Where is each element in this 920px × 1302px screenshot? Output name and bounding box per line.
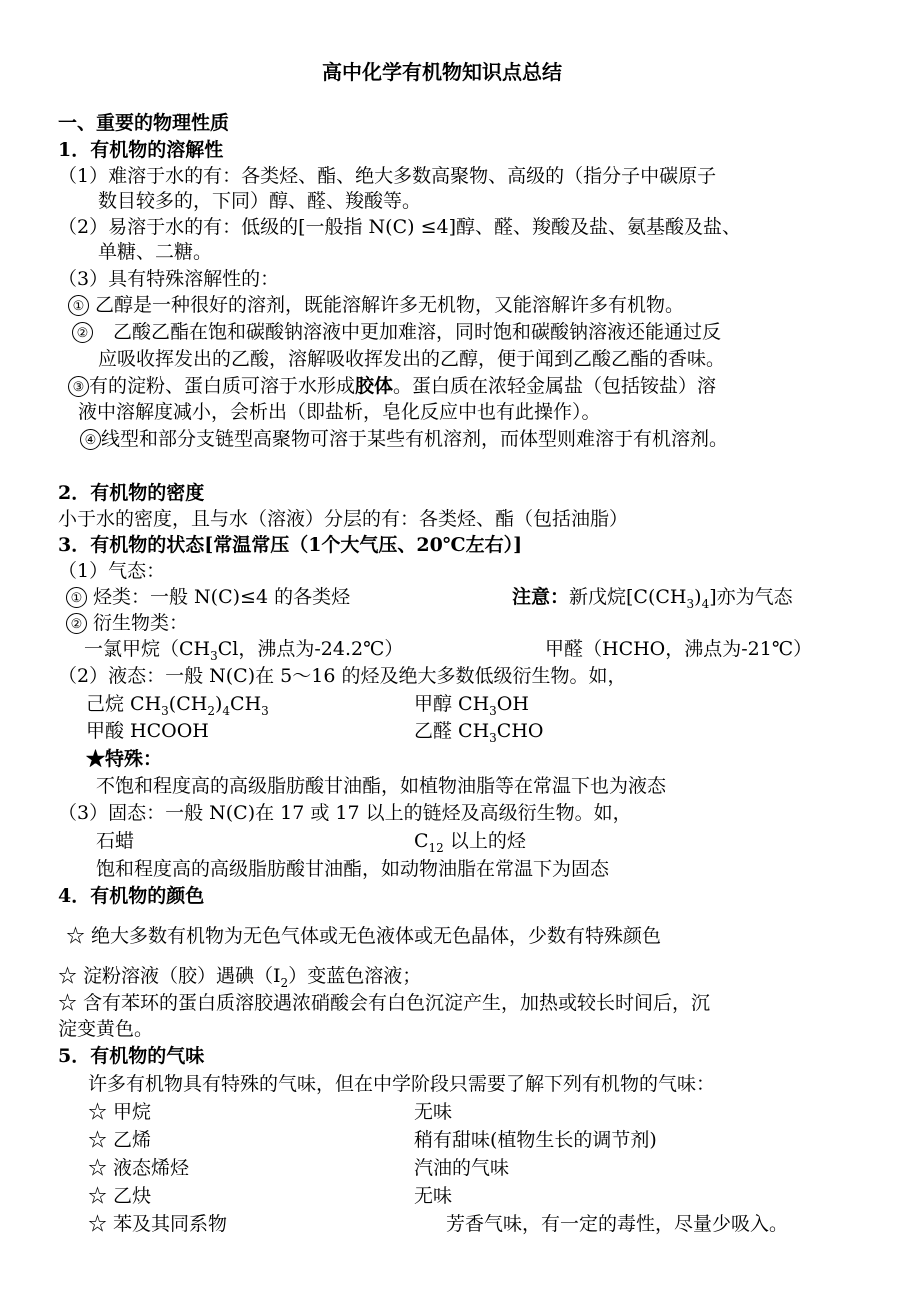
circled-number: ① bbox=[66, 587, 87, 608]
list-text: 衍生物类： bbox=[93, 612, 189, 634]
smell-row-name: ☆ 乙烯 bbox=[88, 1129, 152, 1151]
special-solubility-3-line-1 bbox=[68, 373, 716, 399]
note-text: 新戊烷[C(CH bbox=[569, 586, 687, 608]
color-item-2: ☆ 淀粉溶液（胶）遇碘$(I_2)$变蓝色溶液； bbox=[58, 965, 422, 990]
subheading-density: 2．有机物的密度 bbox=[58, 482, 205, 504]
special-solubility-2-line-2: 应吸收挥发出的乙酸，溶解吸收挥发出的乙醇，便于闻到乙酸乙酯的香味。 bbox=[98, 348, 726, 370]
smell-row-name: ☆ 乙炔 bbox=[88, 1185, 152, 1207]
paraffin: 石蜡 bbox=[96, 830, 135, 852]
state-gas-hydrocarbons bbox=[66, 584, 350, 610]
solubility-item-1-line-1: （1）难溶于水的有：各类烃、酯、绝大多数高聚物、高级的（指分子中碳原子 bbox=[58, 165, 717, 187]
state-gas-derivatives bbox=[66, 610, 188, 636]
methanol: 甲醇 $CH_3OH$ bbox=[414, 693, 529, 718]
density-text: 小于水的密度，且与水（溶液）分层的有：各类烃、酯（包括油脂） bbox=[58, 508, 629, 530]
subheading-state: 3．有机物的状态[常温常压（1个大气压、20℃左右）] bbox=[58, 534, 523, 556]
page-title: 高中化学有机物知识点总结 bbox=[322, 60, 562, 84]
color-item-3-line-2: 淀变黄色。 bbox=[58, 1018, 154, 1040]
smell-row-name: ☆ 甲烷 bbox=[88, 1101, 152, 1123]
circled-number: ② bbox=[66, 613, 87, 634]
special-solubility-4 bbox=[80, 426, 728, 452]
list-text: 烃类：一般 N(C)≤4 的各类烃 bbox=[93, 586, 351, 608]
special-solubility-2-line-1 bbox=[72, 319, 721, 345]
solubility-item-2-line-2: 单糖、二糖。 bbox=[98, 241, 213, 263]
state-solid-label: （3）固态：一般 N(C)在 17 或 17 以上的链烃及高级衍生物。如， bbox=[58, 802, 632, 824]
list-text: 乙醇是一种很好的溶剂，既能溶解许多无机物，又能溶解许多有机物。 bbox=[95, 294, 685, 316]
list-text: 有的淀粉、蛋白质可溶于水形成 bbox=[89, 375, 356, 397]
acetaldehyde: 乙醛 $CH_3CHO$ bbox=[414, 720, 544, 745]
circled-number: ③ bbox=[68, 376, 89, 397]
list-text: 乙酸乙酯在饱和碳酸钠溶液中更加难溶，同时饱和碳酸钠溶液还能通过反 bbox=[113, 321, 722, 343]
colloid-term: 胶体 bbox=[355, 375, 394, 397]
smell-row-value: 无味 bbox=[414, 1185, 453, 1207]
color-item-1: ☆ 绝大多数有机物为无色气体或无色液体或无色晶体，少数有特殊颜色 bbox=[66, 925, 662, 947]
solubility-item-3: （3）具有特殊溶解性的： bbox=[58, 268, 280, 290]
special-text: 不饱和程度高的高级脂肪酸甘油酯，如植物油脂等在常温下也为液态 bbox=[96, 775, 667, 797]
solubility-item-1-line-2: 数目较多的，下同）醇、醛、羧酸等。 bbox=[98, 190, 422, 212]
special-label: ★特殊： bbox=[86, 748, 163, 770]
subheading-smell: 5．有机物的气味 bbox=[58, 1045, 205, 1067]
state-gas-label: （1）气态： bbox=[58, 560, 166, 582]
smell-row-value: 稍有甜味(植物生长的调节剂) bbox=[414, 1129, 657, 1151]
smell-row-value: 芳香气味，有一定的毒性，尽量少吸入。 bbox=[446, 1213, 789, 1235]
list-text: 线型和部分支链型高聚物可溶于某些有机溶剂，而体型则难溶于有机溶剂。 bbox=[101, 428, 729, 450]
subheading-solubility: 1．有机物的溶解性 bbox=[58, 139, 224, 161]
solubility-item-2-line-1: （2）易溶于水的有：低级的[一般指 N(C) ≤4]醇、醛、羧酸及盐、氨基酸及盐、 bbox=[58, 216, 741, 238]
smell-row-value: 无味 bbox=[414, 1101, 453, 1123]
note-label: 注意： bbox=[512, 586, 570, 608]
state-gas-note: 注意：新戊烷$[C(CH_3)_4]$亦为气态 bbox=[512, 586, 793, 611]
hexane: 己烷 $CH_3(CH_2)_4CH_3$ bbox=[86, 693, 269, 718]
special-solubility-3-line-2: 液中溶解度减小，会析出（即盐析，皂化反应中也有此操作）。 bbox=[78, 401, 601, 423]
c12-hydrocarbons: $C_{12}$ 以上的烃 bbox=[414, 830, 526, 855]
formaldehyde: 甲醛（HCHO，沸点为-21℃） bbox=[545, 638, 813, 660]
circled-number: ④ bbox=[80, 429, 101, 450]
smell-row-name: ☆ 苯及其同系物 bbox=[88, 1213, 228, 1235]
smell-intro: 许多有机物具有特殊的气味，但在中学阶段只需要了解下列有机物的气味： bbox=[88, 1073, 716, 1095]
formic-acid: 甲酸 HCOOH bbox=[86, 720, 209, 742]
list-text: 。蛋白质在浓轻金属盐（包括铵盐）溶 bbox=[393, 375, 717, 397]
subheading-color: 4．有机物的颜色 bbox=[58, 885, 205, 907]
smell-row-value: 汽油的气味 bbox=[414, 1157, 510, 1179]
smell-row-name: ☆ 液态烯烃 bbox=[88, 1157, 190, 1179]
special-solubility-1 bbox=[68, 292, 684, 318]
section-heading-physical-properties: 一、重要的物理性质 bbox=[58, 112, 230, 134]
state-liquid-label: （2）液态：一般 N(C)在 5～16 的烃及绝大多数低级衍生物。如， bbox=[58, 665, 627, 687]
circled-number: ① bbox=[68, 295, 89, 316]
circled-number: ② bbox=[72, 322, 93, 343]
color-item-3-line-1: ☆ 含有苯环的蛋白质溶胶遇浓硝酸会有白色沉淀产生，加热或较长时间后，沉 bbox=[58, 992, 711, 1014]
chloromethane: 一氯甲烷（$CH_3Cl$，沸点为-24.2℃） bbox=[84, 638, 404, 663]
solid-text: 饱和程度高的高级脂肪酸甘油酯，如动物油脂在常温下为固态 bbox=[96, 858, 610, 880]
